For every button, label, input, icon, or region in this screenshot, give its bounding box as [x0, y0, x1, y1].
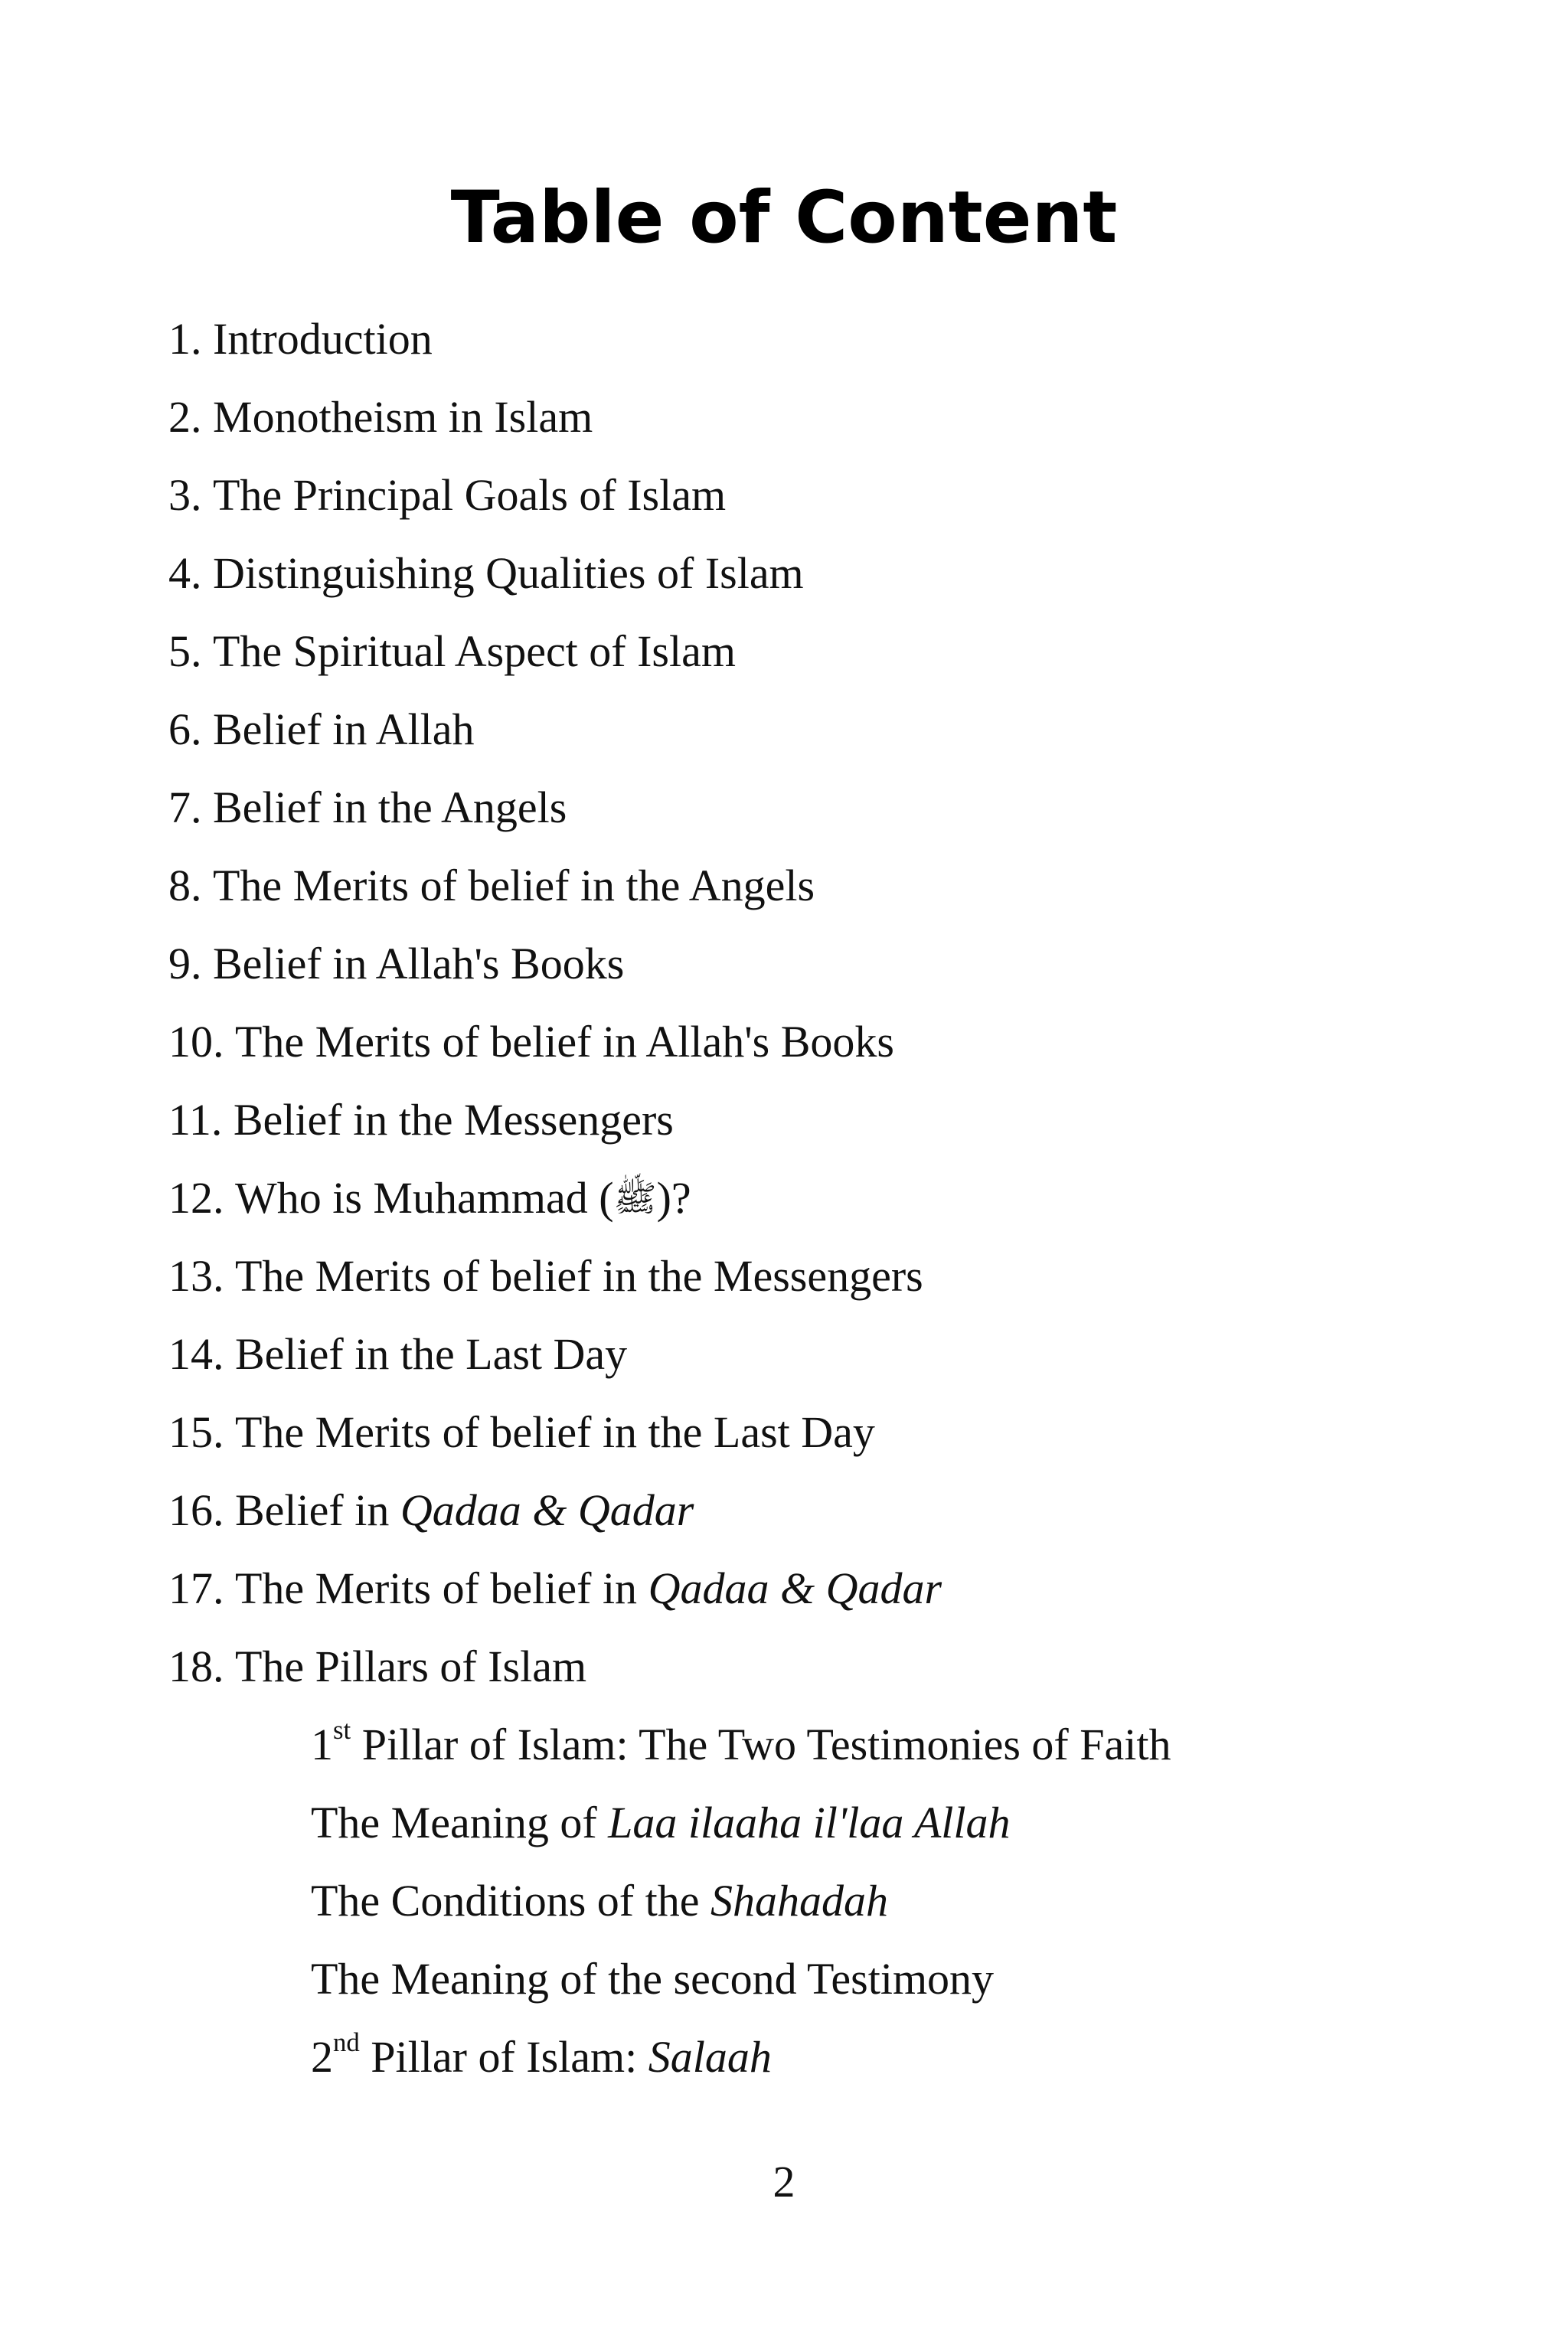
toc-entry-italic-text: Laa ilaaha il'laa Allah	[608, 1798, 1011, 1847]
toc-entry-text: Belief in the Messengers	[233, 1095, 674, 1145]
toc-entry	[168, 691, 1171, 769]
toc-entry	[168, 534, 1171, 612]
toc-entry-text: The Merits of belief in the Angels	[213, 861, 815, 910]
toc-entry-italic-text: Shahadah	[710, 1876, 888, 1926]
page-title: Table of Content	[450, 176, 1118, 260]
toc-entry-number: 17.	[168, 1563, 224, 1613]
toc-entry-text: The Pillars of Islam	[235, 1642, 587, 1691]
toc-entry-number: 14.	[168, 1329, 224, 1379]
toc-entry-number: 6.	[168, 704, 202, 754]
toc-entry-number: 13.	[168, 1251, 224, 1301]
toc-entry	[168, 1393, 1171, 1472]
toc-entry	[168, 847, 1171, 925]
toc-entry	[168, 769, 1171, 847]
toc-entry	[168, 456, 1171, 534]
toc-entry-text: 2	[311, 2032, 333, 2082]
toc-entry-text: The Merits of belief in	[235, 1563, 648, 1613]
toc-entry-text: Distinguishing Qualities of Islam	[213, 548, 804, 598]
toc-subentry	[168, 1940, 1171, 2018]
ordinal-suffix: st	[333, 1714, 351, 1745]
toc-entry-italic-text: Qadaa & Qadar	[648, 1563, 942, 1613]
toc-entry	[168, 1550, 1171, 1628]
toc-entry-number: 18.	[168, 1642, 224, 1691]
toc-entry-number: 8.	[168, 861, 202, 910]
salutation-icon: ﷺ	[613, 1179, 657, 1219]
toc-entry-number: 12.	[168, 1173, 224, 1223]
toc-entry	[168, 925, 1171, 1003]
toc-entry-number: 9.	[168, 939, 202, 988]
toc-entry-text: Monotheism in Islam	[213, 392, 593, 442]
toc-entry-italic-text: Salaah	[648, 2032, 772, 2082]
toc-entry	[168, 1237, 1171, 1315]
toc-entry-text: 1	[311, 1720, 333, 1769]
toc-entry-text: Pillar of Islam: The Two Testimonies of Faith	[351, 1720, 1171, 1769]
toc-entry-text: Belief in	[235, 1485, 400, 1535]
toc-entry-text: Pillar of Islam:	[359, 2032, 648, 2082]
toc-entry	[168, 300, 1171, 378]
toc-entry-text: Who is Muhammad (	[235, 1173, 614, 1223]
toc-entry-number: 10.	[168, 1017, 224, 1067]
toc-entry	[168, 1628, 1171, 1706]
toc-entry	[168, 1315, 1171, 1393]
toc-entry-number: 7.	[168, 782, 202, 832]
toc-entry-text: )?	[656, 1173, 691, 1223]
toc-entry-text: Belief in Allah	[213, 704, 475, 754]
toc-entry	[168, 1472, 1171, 1550]
toc-entry-text: The Principal Goals of Islam	[213, 470, 727, 520]
toc-entry	[168, 1081, 1171, 1159]
toc-entry-number: 15.	[168, 1407, 224, 1457]
toc-subentry	[168, 1784, 1171, 1862]
ordinal-suffix: nd	[333, 2027, 360, 2057]
toc-entry-italic-text: Qadaa & Qadar	[400, 1485, 694, 1535]
toc-entry-text: The Conditions of the	[311, 1876, 710, 1926]
toc-entry-number: 2.	[168, 392, 202, 442]
toc-entry-text: Introduction	[213, 314, 433, 364]
page-number: 2	[773, 2157, 795, 2207]
toc-entry-number: 1.	[168, 314, 202, 364]
toc-entry-text: Belief in the Angels	[213, 782, 567, 832]
toc-entry	[168, 612, 1171, 691]
toc-entry-text: The Spiritual Aspect of Islam	[213, 626, 736, 676]
toc-subentry	[168, 1862, 1171, 1940]
toc-entry-number: 5.	[168, 626, 202, 676]
toc-entry-text: The Merits of belief in Allah's Books	[235, 1017, 894, 1067]
toc-entry-number: 11.	[168, 1095, 223, 1145]
toc-entry	[168, 1159, 1171, 1237]
toc-entry-text: Belief in Allah's Books	[213, 939, 625, 988]
toc-entry-text: Belief in the Last Day	[235, 1329, 628, 1379]
toc-entry-text: The Meaning of	[311, 1798, 609, 1847]
toc-entry-number: 3.	[168, 470, 202, 520]
toc-entry	[168, 1003, 1171, 1081]
toc-entry-number: 4.	[168, 548, 202, 598]
toc-entry-text: The Merits of belief in the Messengers	[235, 1251, 923, 1301]
toc-entry-text: The Meaning of the second Testimony	[311, 1954, 995, 2004]
toc-entry-text: The Merits of belief in the Last Day	[235, 1407, 875, 1457]
toc-subentry	[168, 1706, 1171, 1784]
toc-subentry	[168, 2018, 1171, 2096]
toc-entry-number: 16.	[168, 1485, 224, 1535]
toc-entry	[168, 378, 1171, 456]
table-of-contents	[168, 300, 1171, 2096]
